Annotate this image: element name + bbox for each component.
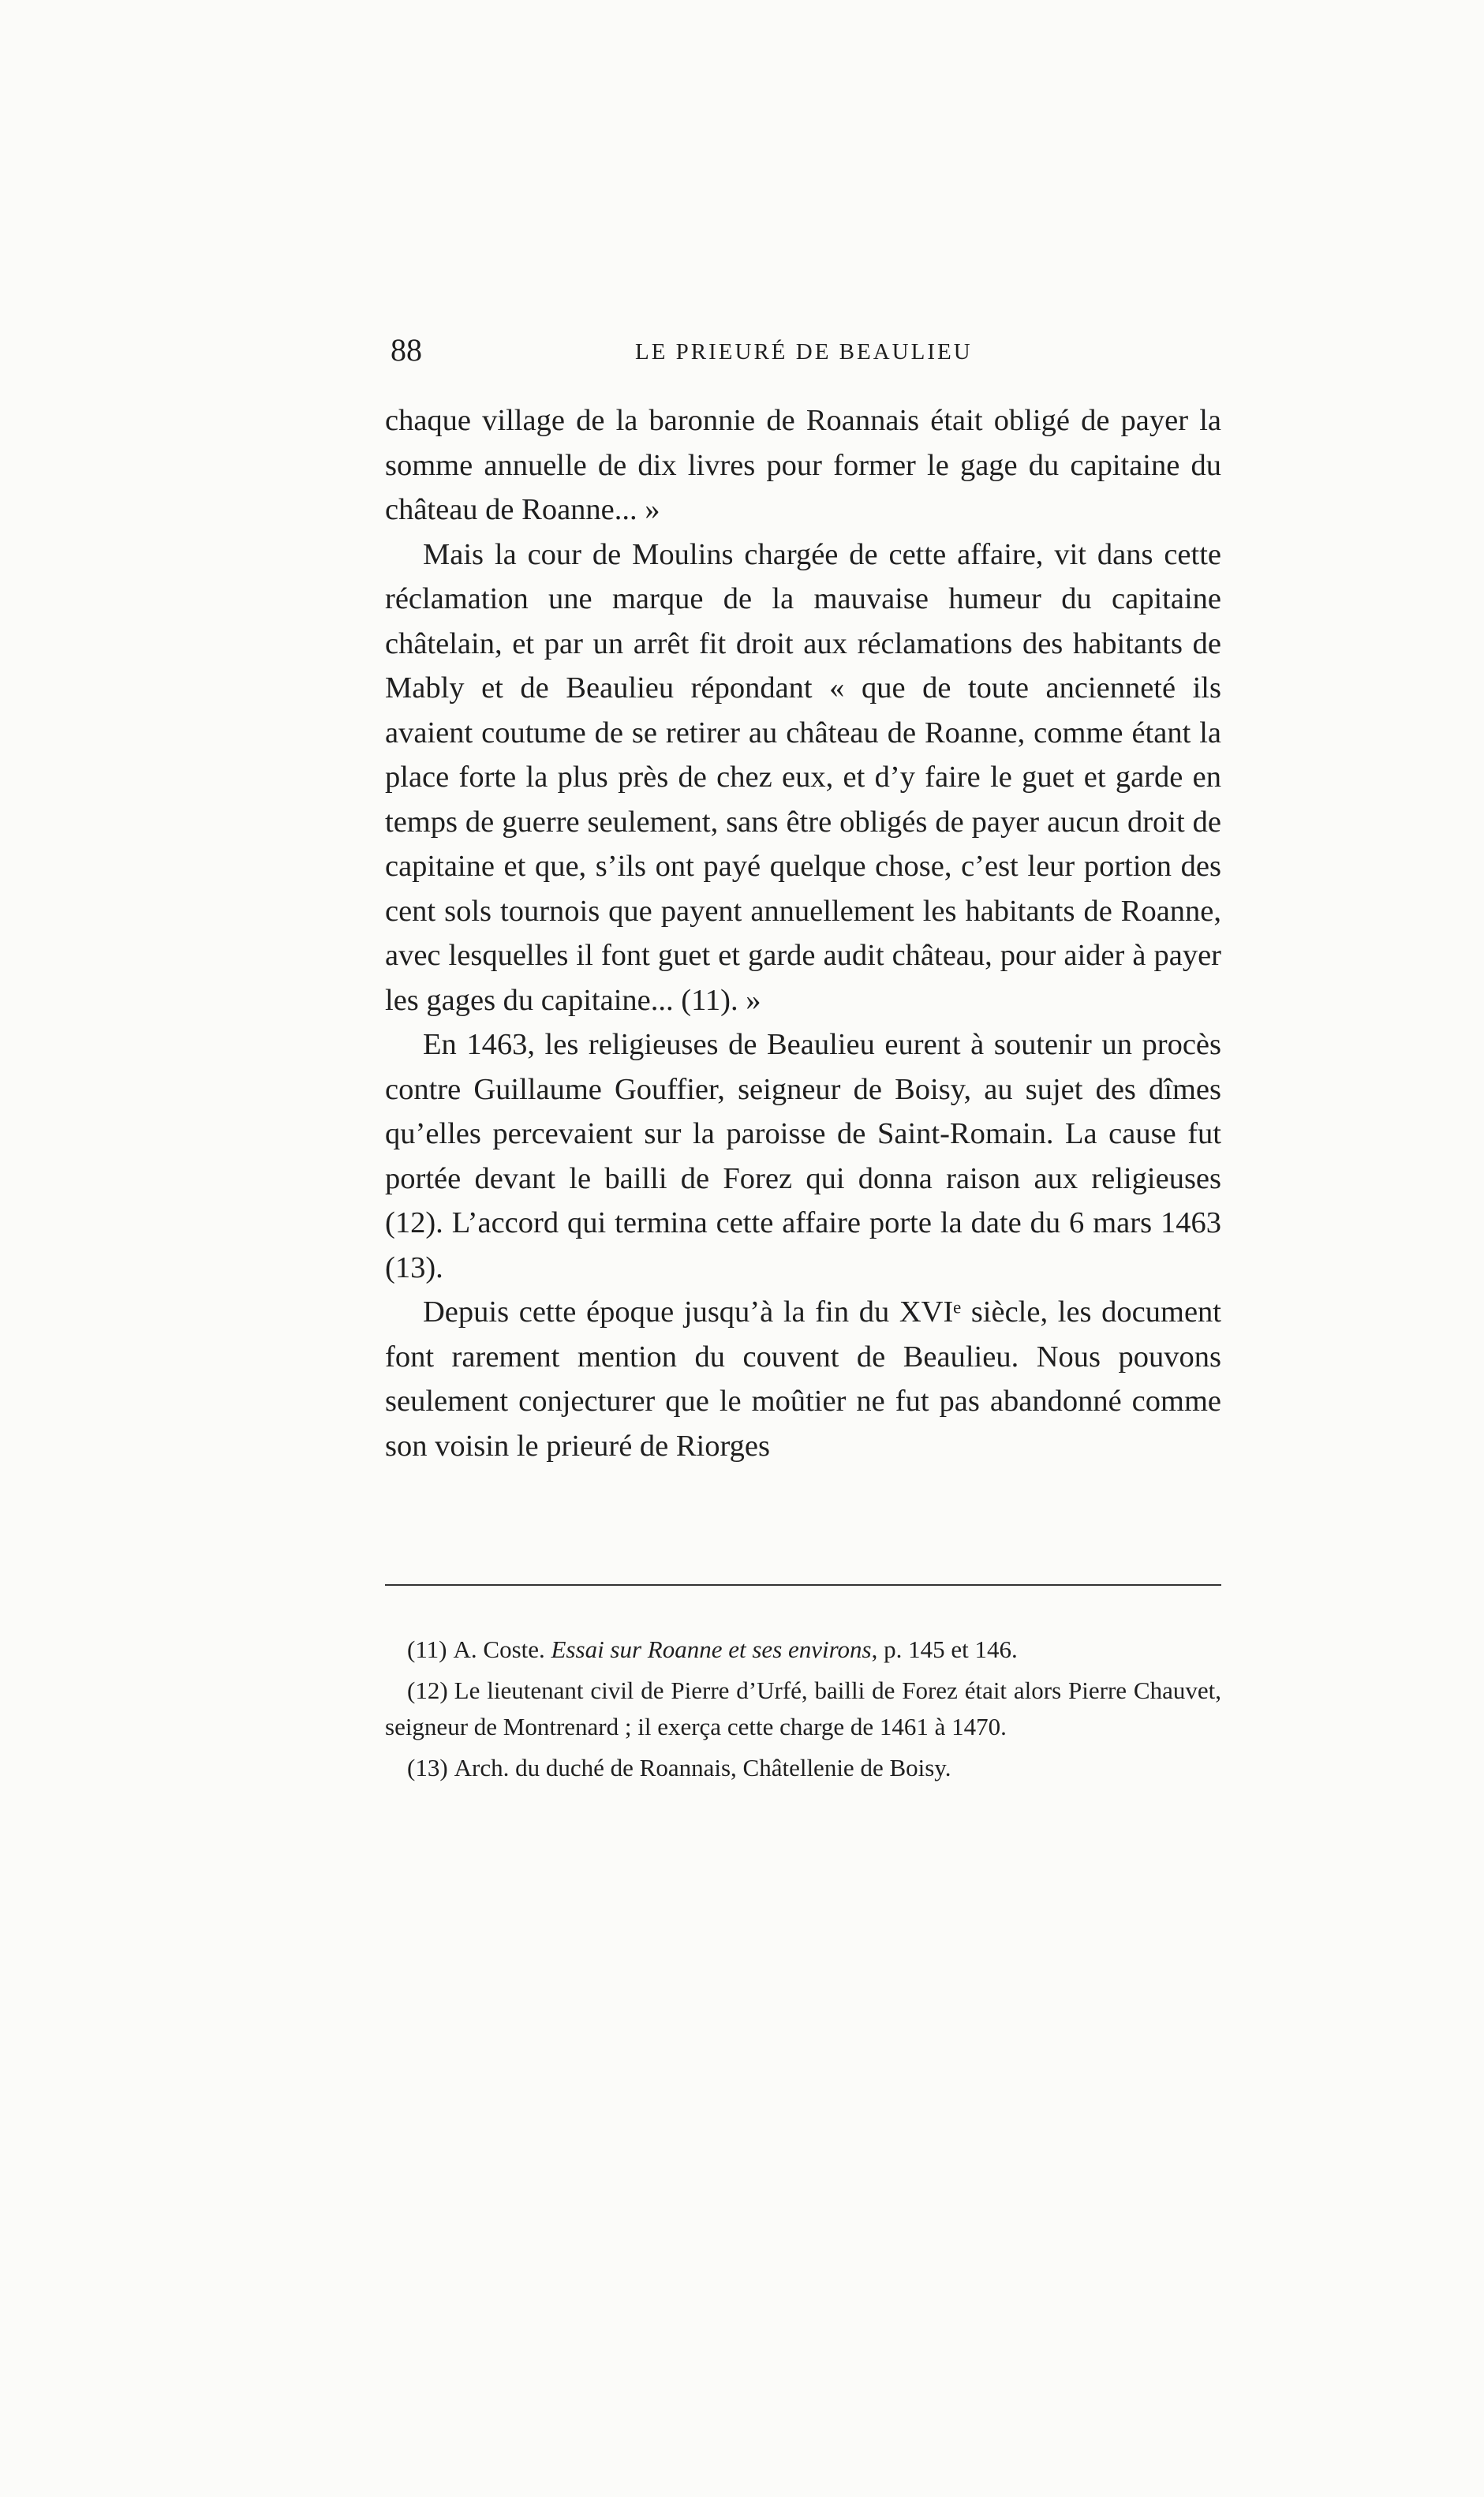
footnote-book-title: Essai sur Roanne et ses environs bbox=[551, 1635, 872, 1663]
paragraph-3: En 1463, les religieuses de Beaulieu eurent à soutenir un procès contre Guillaume Gouffier, seigneur de Boisy, au sujet des dîmes qu’elles percevaient sur la paroisse de Saint-Romain. La cause fut portée devant le bailli de Forez qui donna raison aux religieuses (12). L’accord qui termina cette affaire porte la date du 6 mars 1463 (13). bbox=[385, 1028, 1221, 1284]
body-text bbox=[385, 398, 1221, 1468]
footnote-11 bbox=[385, 1632, 1221, 1668]
footnote-number: (11) bbox=[407, 1635, 447, 1663]
footnote-author: A. Coste. bbox=[453, 1635, 545, 1663]
footnotes bbox=[385, 1632, 1221, 1791]
footnote-text: Le lieutenant civil de Pierre d’Urfé, bailli de Forez était alors Pierre Chauvet, seigneur de Montrenard ; il exerça cette charge de 1461 à 1470. bbox=[385, 1677, 1221, 1740]
footnote-12 bbox=[385, 1673, 1221, 1745]
page-header bbox=[391, 331, 1219, 379]
paragraph-1: chaque village de la baronnie de Roannais était obligé de payer la somme annuelle de dix livres pour former le gage du capitaine du château de Roanne... » bbox=[385, 404, 1221, 526]
running-title: LE PRIEURÉ DE BEAULIEU bbox=[635, 339, 973, 364]
footnote-pages: , p. 145 et 146. bbox=[871, 1635, 1018, 1663]
paragraph-4: Depuis cette époque jusqu’à la fin du XVIᵉ siècle, les document font rarement mention du couvent de Beaulieu. Nous pouvons seulement conjecturer que le moûtier ne fut pas abandonné comme son voisin le prieuré de Riorges bbox=[385, 1295, 1221, 1463]
page-number: 88 bbox=[391, 332, 422, 368]
footnote-divider bbox=[385, 1584, 1221, 1586]
footnote-number: (13) bbox=[407, 1754, 448, 1781]
footnote-number: (12) bbox=[407, 1677, 448, 1704]
paragraph-2: Mais la cour de Moulins chargée de cette affaire, vit dans cette réclamation une marque de la mauvaise humeur du capitaine châtelain, et par un arrêt fit droit aux réclamations des habitants de Mably et de Beaulieu répondant « que de toute ancienneté ils avaient coutume de se retirer au château de Roanne, comme étant la place forte la plus près de chez eux, et d’y faire le guet et garde en temps de guerre seulement, sans être obligés de payer aucun droit de capitaine et que, s’ils ont payé quelque chose, c’est leur portion des cent sols tournois que payent annuellement les habitants de Roanne, avec lesquelles il font guet et garde audit château, pour aider à payer les gages du capitaine... (11). » bbox=[385, 537, 1221, 1017]
footnote-text: Arch. du duché de Roannais, Châtellenie de Boisy. bbox=[454, 1754, 951, 1781]
footnote-13 bbox=[385, 1750, 1221, 1786]
